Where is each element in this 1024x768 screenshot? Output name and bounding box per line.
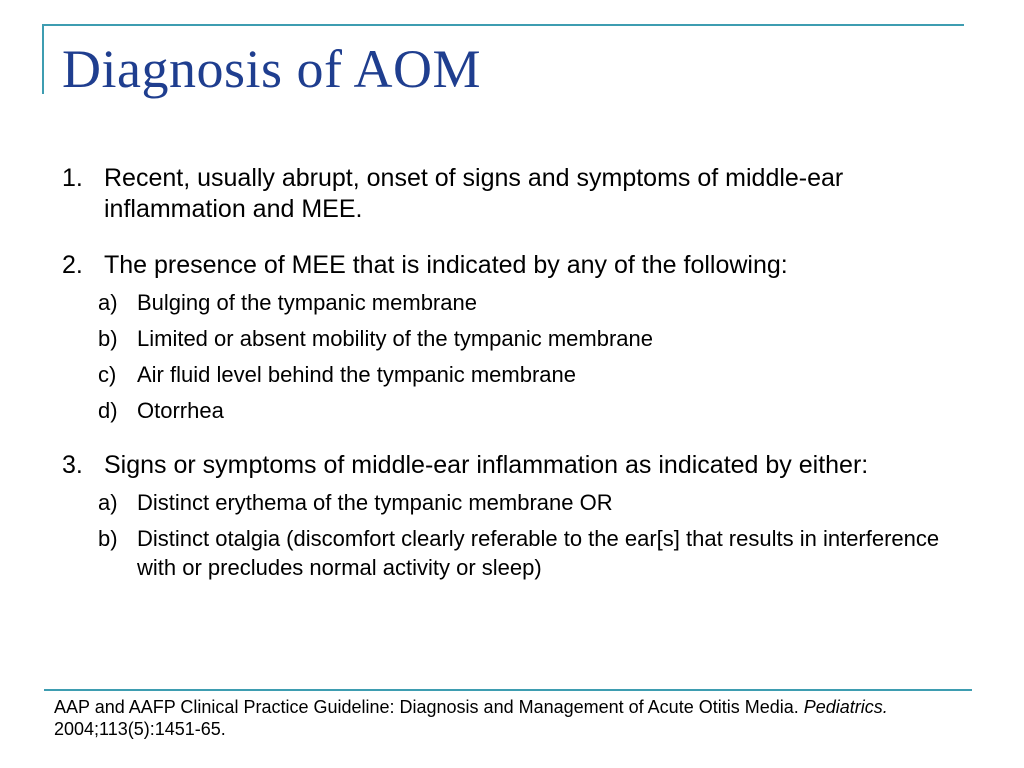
sub-item: [62, 360, 962, 389]
criterion-text: Recent, usually abrupt, onset of signs and symptoms of middle-ear inflammation and MEE.: [104, 164, 844, 223]
sub-item: [62, 488, 962, 517]
sub-item-text: Air fluid level behind the tympanic membrane: [137, 362, 577, 387]
top-vertical-rule: [42, 24, 44, 94]
sub-item: [62, 524, 962, 582]
sub-item: [62, 396, 962, 425]
slide-title: Diagnosis of AOM: [62, 39, 482, 99]
criterion-number: 1.: [62, 164, 83, 192]
criterion-number: 2.: [62, 251, 83, 279]
criterion-1: [62, 163, 962, 225]
criterion-number: 3.: [62, 451, 83, 479]
criterion-2: [62, 250, 962, 281]
criterion-text: Signs or symptoms of middle-ear inflammation as indicated by either:: [104, 451, 869, 479]
reference-citation: 2004;113(5):1451-65.: [54, 719, 226, 739]
sub-item-letter: c): [98, 362, 117, 387]
criterion-3: [62, 450, 962, 481]
sub-item-letter: b): [98, 326, 118, 351]
bottom-horizontal-rule: [44, 689, 972, 691]
sub-item-text: Limited or absent mobility of the tympanic membrane: [137, 326, 654, 351]
sub-item-letter: b): [98, 526, 118, 551]
sub-item-letter: d): [98, 398, 118, 423]
sub-item-letter: a): [98, 290, 118, 315]
criteria-list: [62, 163, 962, 582]
top-horizontal-rule: [42, 24, 964, 26]
reference-text: AAP and AAFP Clinical Practice Guideline: Diagnosis and Management of Acute Otitis Media.: [54, 697, 799, 717]
sub-item-text: Bulging of the tympanic membrane: [137, 290, 477, 315]
criterion-text: The presence of MEE that is indicated by any of the following:: [104, 251, 788, 279]
sub-item-text: Otorrhea: [137, 398, 224, 423]
sub-item-letter: a): [98, 490, 118, 515]
reference-journal: Pediatrics.: [803, 697, 888, 717]
sub-item-text: Distinct erythema of the tympanic membrane OR: [137, 490, 613, 515]
sub-item-text: Distinct otalgia (discomfort clearly referable to the ear[s] that results in interference with or precludes normal activity or sleep): [137, 526, 940, 580]
sub-item: [62, 324, 962, 353]
sub-item: [62, 288, 962, 317]
reference-footnote: [54, 696, 954, 740]
